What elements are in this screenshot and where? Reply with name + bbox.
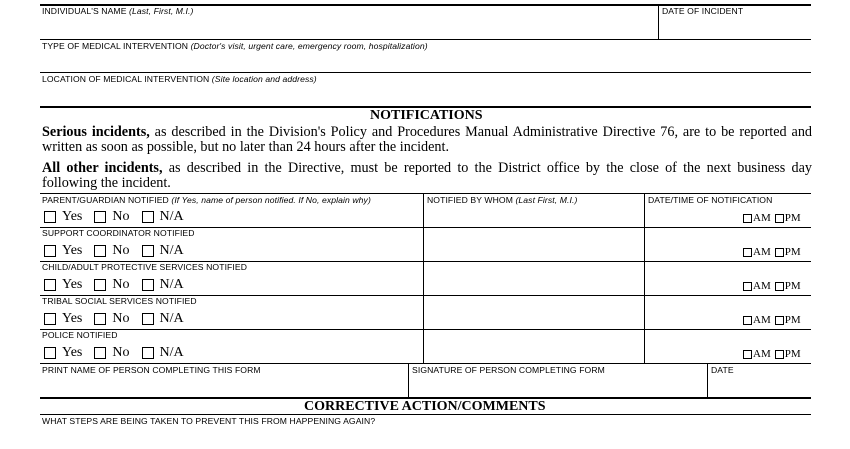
print-name-field[interactable]	[42, 377, 406, 396]
checkbox-icon[interactable]	[775, 350, 784, 359]
date-of-incident-field[interactable]	[660, 18, 810, 39]
rule-2	[40, 72, 811, 73]
tribal-social-services-label: TRIBAL SOCIAL SERVICES NOTIFIED	[42, 296, 197, 306]
notified-by-whom-field-1[interactable]	[425, 207, 642, 226]
notified-by-whom-field-3[interactable]	[425, 263, 642, 294]
notified-by-whom-field-5[interactable]	[425, 331, 642, 362]
intervention-location-field[interactable]	[42, 86, 810, 104]
checkbox-icon[interactable]	[743, 316, 752, 325]
notified-by-whom-label: NOTIFIED BY WHOM (Last First, M.I.)	[427, 195, 578, 205]
police-notified-options	[44, 345, 196, 361]
checkbox-icon[interactable]	[44, 245, 56, 257]
protective-services-na[interactable]: N/A	[142, 277, 184, 293]
row-rule-5	[40, 363, 811, 364]
checkbox-icon[interactable]	[94, 279, 106, 291]
police-notified-pm[interactable]: PM	[775, 348, 801, 360]
tribal-social-services-options	[44, 311, 196, 327]
parent-guardian-yes[interactable]: Yes	[44, 209, 82, 225]
police-notified-yes[interactable]: Yes	[44, 345, 82, 361]
checkbox-icon[interactable]	[775, 316, 784, 325]
signature-label: SIGNATURE OF PERSON COMPLETING FORM	[412, 365, 605, 375]
other-incidents-text: All other incidents, as described in the Directive, must be reported to the District office by the close of the next business day following the incident.	[42, 160, 812, 191]
checkbox-icon[interactable]	[94, 313, 106, 325]
tribal-social-services-no[interactable]: No	[94, 311, 129, 327]
row-rule-4	[40, 329, 811, 330]
police-notified-no[interactable]: No	[94, 345, 129, 361]
checkbox-icon[interactable]	[743, 248, 752, 257]
parent-guardian-pm[interactable]: PM	[775, 212, 801, 224]
checkbox-icon[interactable]	[743, 282, 752, 291]
tribal-social-services-pm[interactable]: PM	[775, 314, 801, 326]
individual-name-label: INDIVIDUAL'S NAME (Last, First, M.I.)	[42, 6, 194, 16]
date-divider	[658, 6, 659, 40]
checkbox-icon[interactable]	[775, 248, 784, 257]
completion-date-field[interactable]	[709, 377, 810, 396]
completion-date-label: DATE	[711, 365, 734, 375]
signature-field[interactable]	[410, 377, 705, 396]
datetime-notification-label: DATE/TIME OF NOTIFICATION	[648, 195, 773, 205]
protective-services-no[interactable]: No	[94, 277, 129, 293]
police-notified-label: POLICE NOTIFIED	[42, 330, 118, 340]
tribal-social-services-yes[interactable]: Yes	[44, 311, 82, 327]
intervention-type-field[interactable]	[42, 53, 810, 71]
prevention-answer-field[interactable]	[42, 428, 810, 448]
support-coordinator-pm[interactable]: PM	[775, 246, 801, 258]
parent-guardian-label: PARENT/GUARDIAN NOTIFIED (If Yes, name of person notified. If No, explain why)	[42, 195, 371, 205]
intervention-type-label: TYPE OF MEDICAL INTERVENTION (Doctor's visit, urgent care, emergency room, hospitalization)	[42, 41, 428, 51]
protective-services-ampm	[743, 279, 805, 293]
checkbox-icon[interactable]	[142, 245, 154, 257]
notified-by-whom-field-2[interactable]	[425, 229, 642, 260]
protective-services-yes[interactable]: Yes	[44, 277, 82, 293]
parent-guardian-na[interactable]: N/A	[142, 209, 184, 225]
completion-divider-2	[707, 364, 708, 397]
notifications-heading: NOTIFICATIONS	[370, 108, 483, 123]
support-coordinator-yes[interactable]: Yes	[44, 243, 82, 259]
checkbox-icon[interactable]	[142, 279, 154, 291]
checkbox-icon[interactable]	[94, 211, 106, 223]
checkbox-icon[interactable]	[44, 313, 56, 325]
corrective-heading: CORRECTIVE ACTION/COMMENTS	[304, 399, 546, 414]
checkbox-icon[interactable]	[44, 347, 56, 359]
police-notified-ampm	[743, 347, 805, 361]
checkbox-icon[interactable]	[44, 279, 56, 291]
checkbox-icon[interactable]	[743, 350, 752, 359]
checkbox-icon[interactable]	[94, 245, 106, 257]
parent-guardian-no[interactable]: No	[94, 209, 129, 225]
checkbox-icon[interactable]	[775, 282, 784, 291]
prevention-question-label: WHAT STEPS ARE BEING TAKEN TO PREVENT THIS FROM HAPPENING AGAIN?	[42, 416, 376, 426]
tribal-social-services-na[interactable]: N/A	[142, 311, 184, 327]
police-notified-na[interactable]: N/A	[142, 345, 184, 361]
individual-name-field[interactable]	[42, 18, 656, 39]
parent-guardian-am[interactable]: AM	[743, 212, 771, 224]
police-notified-am[interactable]: AM	[743, 348, 771, 360]
rule-1	[40, 39, 811, 40]
protective-services-am[interactable]: AM	[743, 280, 771, 292]
parent-guardian-ampm	[743, 211, 805, 225]
protective-services-options	[44, 277, 196, 293]
checkbox-icon[interactable]	[142, 313, 154, 325]
serious-incidents-text: Serious incidents, as described in the Division's Policy and Procedures Manual Administrative Directive 76, are to be reported and written as soon as possible, but no later than 24 hours after the incident.	[42, 124, 813, 155]
protective-services-label: CHILD/ADULT PROTECTIVE SERVICES NOTIFIED	[42, 262, 248, 272]
print-name-label: PRINT NAME OF PERSON COMPLETING THIS FORM	[42, 365, 261, 375]
support-coordinator-na[interactable]: N/A	[142, 243, 184, 259]
support-coordinator-no[interactable]: No	[94, 243, 129, 259]
checkbox-icon[interactable]	[743, 214, 752, 223]
checkbox-icon[interactable]	[94, 347, 106, 359]
checkbox-icon[interactable]	[44, 211, 56, 223]
support-coordinator-ampm	[743, 245, 805, 259]
completion-divider-1	[408, 364, 409, 397]
support-coordinator-options	[44, 243, 196, 259]
protective-services-pm[interactable]: PM	[775, 280, 801, 292]
checkbox-icon[interactable]	[142, 347, 154, 359]
parent-guardian-options	[44, 209, 196, 225]
intervention-location-label: LOCATION OF MEDICAL INTERVENTION (Site location and address)	[42, 74, 317, 84]
table-top-rule	[40, 193, 811, 194]
col-divider-1	[423, 193, 424, 364]
tribal-social-services-ampm	[743, 313, 805, 327]
support-coordinator-label: SUPPORT COORDINATOR NOTIFIED	[42, 228, 195, 238]
date-of-incident-label: DATE OF INCIDENT	[662, 6, 744, 16]
col-divider-2	[644, 193, 645, 364]
notified-by-whom-field-4[interactable]	[425, 297, 642, 328]
checkbox-icon[interactable]	[775, 214, 784, 223]
checkbox-icon[interactable]	[142, 211, 154, 223]
corrective-underline	[40, 414, 811, 415]
support-coordinator-am[interactable]: AM	[743, 246, 771, 258]
tribal-social-services-am[interactable]: AM	[743, 314, 771, 326]
